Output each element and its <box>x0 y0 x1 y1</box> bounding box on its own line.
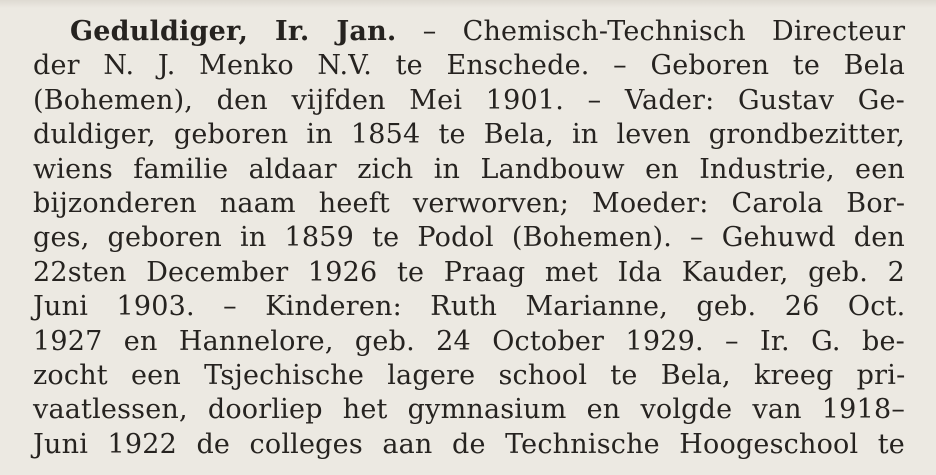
text-line: (Bohemen), den vijfden Mei 1901. – Vader: Gustav Ge- <box>33 84 905 116</box>
text-line: 1927 en Hannelore, geb. 24 October 1929. – Ir. G. be- <box>33 325 905 357</box>
text-line: bijzonderen naam heeft verworven; Moeder: Carola Bor- <box>33 187 906 219</box>
text-line: duldiger, geboren in 1854 te Bela, in leven grondbezitter, <box>33 119 905 151</box>
text-line: Juni 1922 de colleges aan de Technische Hoogeschool te <box>33 428 905 460</box>
entry-name: Geduldiger, Ir. Jan. <box>70 16 397 47</box>
text-line: vaatlessen, doorliep het gymnasium en volgde van 1918– <box>33 394 906 426</box>
text-line: ges, geboren in 1859 te Podol (Bohemen). – Gehuwd den <box>33 222 905 254</box>
text-line: Juni 1903. – Kinderen: Ruth Marianne, geb. 26 Oct. <box>33 291 906 323</box>
text-line: 22sten December 1926 te Praag met Ida Kauder, geb. 2 <box>33 256 905 288</box>
text-line <box>33 15 905 49</box>
entry-line-text: – Chemisch-Technisch Directeur <box>396 16 906 47</box>
text-line: wiens familie aldaar zich in Landbouw en Industrie, een <box>33 153 905 185</box>
text-line: zocht een Tsjechische lagere school te Bela, kreeg pri- <box>33 359 906 391</box>
scan-shadow <box>0 0 936 8</box>
biography-entry <box>33 15 905 462</box>
text-line: der N. J. Menko N.V. te Enschede. – Geboren te Bela <box>33 50 905 82</box>
